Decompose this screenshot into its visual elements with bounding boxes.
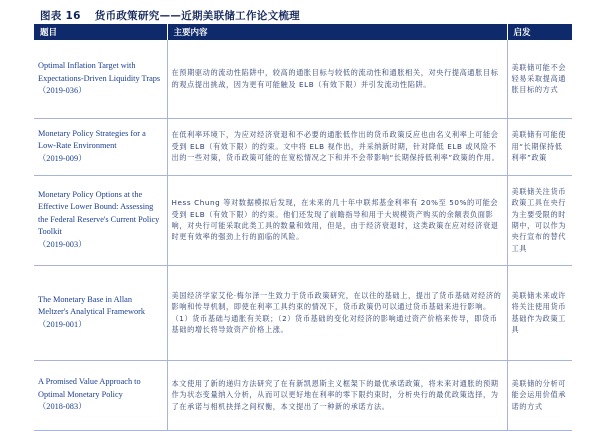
figure-caption: 货币政策研究——近期美联储工作论文梳理 bbox=[94, 10, 300, 22]
content-cell: Hess Chung 等对数据模拟后发现，在未来的几十年中联邦基金利率有 20%至 50%的可能会受到 ELB（有效下限）的约束。他们还发现了前瞻指导和用于大规模资产购买的余额表负面影响，对央行可能采取此类工具的数量和效用，但是，由于经济衰退时，这类政策在应对经济衰退时更有效率的强劲上行的面临的风险。 bbox=[167, 175, 507, 265]
paper-title: A Promised Value Approach to Optimal Monetary Policy bbox=[38, 377, 141, 399]
paper-title: Monetary Policy Options at the Effective Lower Bound: Assessing the Federal Reserve's Current Policy Toolkit bbox=[38, 189, 160, 237]
insight-cell: 美联储关注货币政策工具在央行为主要受限的时期中，可以作为央行宣布的替代工具 bbox=[507, 175, 572, 265]
paper-cell bbox=[34, 265, 167, 360]
paper-id: （2019-001） bbox=[38, 319, 87, 329]
paper-cell bbox=[34, 175, 167, 265]
paper-cell bbox=[34, 360, 167, 430]
paper-id: （2018-083） bbox=[38, 402, 87, 412]
insight-cell: 美联储有可能使用“长期保持低利率”政策 bbox=[507, 118, 572, 175]
table-row bbox=[34, 118, 572, 175]
header-content: 主要内容 bbox=[167, 24, 507, 40]
table-row bbox=[34, 360, 572, 430]
figure-number: 图表 16 bbox=[40, 10, 81, 22]
content-cell: 美国经济学家艾伦·梅尔泽一生致力于货币政策研究，在以往的基础上，提出了货币基础对经济的影响和传导机制，即使在利率工具约束的情况下，货币政策仍可以通过货币基础来进行影响。（1）货币基础与通胀有关联；（2）货币基础的变化对经济的影响通过资产价格来传导，即货币基础的增长将导致资产价格上涨。 bbox=[167, 265, 507, 360]
paper-cell bbox=[34, 40, 167, 118]
insight-cell: 美联储可能不会轻易采取提高通胀目标的方式 bbox=[507, 40, 572, 118]
content-cell: 本文使用了新的递归方法研究了在有新凯恩斯主义框架下的最优承诺政策，将未来对通胀的预期作为状态变量纳入分析，从而可以更好地在利率的零下限约束时，分析央行的最优政策选择，为了在承诺与相机抉择之间权衡，本文提出了一种新的承诺方法。 bbox=[167, 360, 507, 430]
figure-title bbox=[40, 8, 560, 24]
paper-title: Monetary Policy Strategies for a Low-Rate Environment bbox=[38, 128, 146, 151]
insight-cell: 美联储的分析可能会运用价值承诺的方式 bbox=[507, 360, 572, 430]
paper-cell bbox=[34, 118, 167, 175]
insight-cell: 美联储未来或许将关注使用货币基础作为政策工具 bbox=[507, 265, 572, 360]
paper-title: The Monetary Base in Allan Meltzer's Analytical Framework bbox=[38, 294, 146, 317]
paper-id: （2019-036） bbox=[38, 85, 87, 95]
content-cell: 在预期驱动的流动性陷阱中，较高的通胀目标与较低的流动性和通胀相关，对央行提高通胀目标的观点提出挑战，因为更有可能触及 ELB（有效下限）并引发流动性陷阱。 bbox=[167, 40, 507, 118]
table-header-row bbox=[34, 24, 572, 40]
table-row bbox=[34, 265, 572, 360]
table-row bbox=[34, 40, 572, 118]
paper-id: （2019-009） bbox=[38, 153, 87, 163]
paper-title: Optimal Inflation Target with Expectations-Driven Liquidity Traps bbox=[38, 61, 161, 83]
working-papers-table bbox=[34, 24, 572, 431]
content-cell: 在低利率环境下，为应对经济衰退和不必要的通胀低作出的货币政策反应也由名义利率上可能会受到 ELB（有效下限）的约束。文中将 ELB 视作出，并采纳新时期，针对降低 ELB 或风险不出的一些对策，货币政策可能的在宽松情况之下和并不会带影响“长期保持低利率”政策的作用。 bbox=[167, 118, 507, 175]
header-title: 题目 bbox=[34, 24, 167, 40]
paper-id: （2019-003） bbox=[38, 239, 87, 249]
header-insight: 启发 bbox=[513, 28, 531, 38]
table-row bbox=[34, 175, 572, 265]
